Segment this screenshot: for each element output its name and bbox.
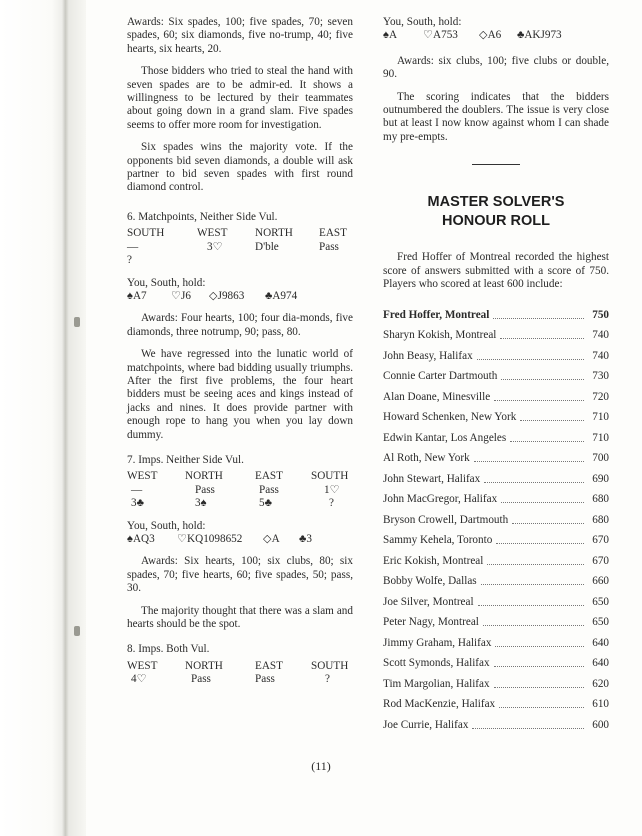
player-name: John MacGregor, Halifax <box>383 493 498 506</box>
honour-roll-entry <box>383 527 609 548</box>
dot-leader <box>496 543 584 544</box>
problem-6-heading: 6. Matchpoints, Neither Side Vul. <box>127 210 278 223</box>
honour-roll-entry <box>383 363 609 384</box>
bidding-row <box>127 497 353 510</box>
player-score: 650 <box>592 595 609 608</box>
player-name: John Stewart, Halifax <box>383 472 481 485</box>
club-holding: ♣AKJ973 <box>517 29 562 42</box>
dot-leader <box>481 584 584 585</box>
player-name: Bryson Crowell, Dartmouth <box>383 513 509 526</box>
honour-roll-entry <box>383 506 609 527</box>
dot-leader <box>477 359 584 360</box>
bid-cell: NORTH <box>185 470 223 483</box>
honour-roll-entry <box>383 383 609 404</box>
player-score: 680 <box>592 493 609 506</box>
diamond-holding: ◇A <box>263 533 280 545</box>
dot-leader <box>495 646 584 647</box>
honour-roll-entry <box>383 588 609 609</box>
paragraph: Six spades wins the majority vote. If the opponents bid seven diamonds, a double will ask partner to bid seven spades with first round diamond control. <box>127 141 353 194</box>
honour-roll-entry <box>383 629 609 650</box>
player-name: Connie Carter Dartmouth <box>383 370 498 383</box>
dot-leader <box>474 461 584 462</box>
player-name: Eric Kokish, Montreal <box>383 554 484 567</box>
bid-cell: D'ble <box>255 240 279 253</box>
bid-cell: WEST <box>197 227 228 240</box>
player-score: 640 <box>592 636 609 649</box>
player-score: 600 <box>592 718 609 731</box>
awards-text: Awards: Four hearts, 100; four dia-monds, five diamonds, three notrump, 90; pass, 80. <box>127 312 353 338</box>
dot-leader <box>501 502 584 503</box>
heart-holding: ♡A753 <box>423 29 458 42</box>
page-number: (11) <box>311 759 331 773</box>
bid-cell: 3♠ <box>195 497 207 510</box>
bidding-header <box>127 470 353 483</box>
player-score: 620 <box>592 677 609 690</box>
player-score: 740 <box>592 349 609 362</box>
honour-roll-entry <box>383 568 609 589</box>
dot-leader <box>487 564 584 565</box>
honour-roll-entry <box>383 404 609 425</box>
hand <box>127 290 353 303</box>
staple <box>74 317 80 327</box>
bid-cell: ? <box>127 254 132 267</box>
player-score: 710 <box>592 431 609 444</box>
honour-roll-entry <box>383 670 609 691</box>
bidding-row <box>127 484 353 497</box>
dot-leader <box>510 441 584 442</box>
dot-leader <box>484 482 584 483</box>
diamond-holding: ◇J9863 <box>209 289 245 302</box>
player-name: John Beasy, Halifax <box>383 349 473 362</box>
bidding-row <box>127 241 353 254</box>
honour-roll-entry <box>383 691 609 712</box>
hold-label: You, South, hold: <box>127 276 206 289</box>
bid-cell: 4♡ <box>131 673 147 686</box>
bid-cell: ? <box>329 497 334 510</box>
player-score: 750 <box>592 308 609 321</box>
player-score: 650 <box>592 616 609 629</box>
bidding-row <box>127 254 353 267</box>
honour-roll-entry <box>383 650 609 671</box>
bid-cell: — <box>127 240 139 253</box>
staple <box>74 626 80 636</box>
club-holding: ♣3 <box>299 533 312 545</box>
commentary: The majority thought that there was a slam and hearts should be the spot. <box>127 604 353 631</box>
hold-label: You, South, hold: <box>383 16 462 28</box>
bidding-header <box>127 227 353 240</box>
bid-cell: WEST <box>127 659 158 672</box>
bid-cell: NORTH <box>255 227 293 240</box>
dot-leader <box>483 625 584 626</box>
honour-roll-entry <box>383 424 609 445</box>
intro-paragraph: Fred Hoffer of Montreal recorded the highest score of answers submitted with a score of 750. Players who scored at least 600 include: <box>383 251 609 291</box>
awards-text: Awards: six clubs, 100; five clubs or double, 90. <box>383 54 609 81</box>
spade-holding: ♠A <box>383 29 398 42</box>
player-name: Joe Currie, Halifax <box>383 718 469 731</box>
player-score: 610 <box>592 698 609 711</box>
dot-leader <box>478 605 584 606</box>
right-column <box>383 16 609 732</box>
bid-cell: Pass <box>195 483 215 496</box>
section-divider <box>472 164 520 165</box>
player-name: Howard Schenken, New York <box>383 411 517 424</box>
title-line: MASTER SOLVER'S <box>427 194 565 211</box>
bid-cell: SOUTH <box>311 470 349 483</box>
player-name: Sammy Kehela, Toronto <box>383 534 493 547</box>
player-score: 730 <box>592 370 609 383</box>
player-score: 680 <box>592 513 609 526</box>
player-name: Rod MacKenzie, Halifax <box>383 698 496 711</box>
player-name: Alan Doane, Minesville <box>383 390 491 403</box>
title-line: HONOUR ROLL <box>442 213 550 230</box>
player-name: Fred Hoffer, Montreal <box>383 308 490 321</box>
player-name: Bobby Wolfe, Dallas <box>383 575 477 588</box>
club-holding: ♣A974 <box>265 289 298 302</box>
hold-label: You, South, hold: <box>127 519 206 532</box>
player-name: Sharyn Kokish, Montreal <box>383 329 497 342</box>
dot-leader <box>494 666 584 667</box>
bid-cell: 3♡ <box>207 240 223 253</box>
honour-roll-entry <box>383 711 609 732</box>
spade-holding: ♠AQ3 <box>127 533 155 545</box>
bid-cell: WEST <box>127 470 158 483</box>
player-name: Tim Margolian, Halifax <box>383 677 490 690</box>
honour-roll-entry <box>383 486 609 507</box>
hand <box>127 533 353 546</box>
player-name: Scott Symonds, Halifax <box>383 657 490 670</box>
honour-roll-entry <box>383 322 609 343</box>
dot-leader <box>512 523 584 524</box>
honour-roll-entry <box>383 465 609 486</box>
heart-holding: ♡KQ1098652 <box>177 533 243 545</box>
bidding-header <box>127 660 353 673</box>
player-score: 660 <box>592 575 609 588</box>
dot-leader <box>499 707 584 708</box>
player-score: 690 <box>592 472 609 485</box>
bid-cell: Pass <box>319 240 339 253</box>
player-name: Jimmy Graham, Halifax <box>383 636 492 649</box>
commentary: The scoring indicates that the bidders outnumbered the doublers. The issue is very close but at least I now know against whom I can shade my pre-empts. <box>383 90 609 143</box>
commentary: We have regressed into the lunatic world of matchpoints, where bad bidding usually triumphs. After the first five problems, the four heart bidders must be seeing aces and kings instead of jacks and nines. It does provide partner with enough rope to hang you when you lay down dummy. <box>127 348 353 441</box>
section-title <box>383 193 609 231</box>
player-name: Edwin Kantar, Los Angeles <box>383 431 507 444</box>
honour-roll-list <box>383 301 609 732</box>
diamond-holding: ◇A6 <box>479 29 502 42</box>
hand <box>383 29 609 42</box>
honour-roll-entry <box>383 342 609 363</box>
player-score: 710 <box>592 411 609 424</box>
dot-leader <box>494 687 584 688</box>
bid-cell: EAST <box>255 659 283 672</box>
bid-cell: — <box>131 483 143 496</box>
dot-leader <box>493 318 584 319</box>
player-score: 740 <box>592 329 609 342</box>
bid-cell: 5♣ <box>259 497 272 510</box>
bid-cell: Pass <box>191 673 211 686</box>
paragraph: Awards: Six spades, 100; five spades, 70; seven spades, 60; six diamonds, five no-trump, 40; five hearts, six hearts, 20. <box>127 16 353 55</box>
bid-cell: Pass <box>259 483 279 496</box>
bid-cell: SOUTH <box>127 227 165 240</box>
honour-roll-entry <box>383 445 609 466</box>
awards-text: Awards: Six hearts, 100; six clubs, 80; six spades, 70; five hearts, 60; five spades, 50; pass, 30. <box>127 555 353 595</box>
paragraph: Those bidders who tried to steal the hand with seven spades are to be admir-ed. It shows a willingness to be lectured by their teammates about going down in a grand slam. Five spades seems to offer more room for investigation. <box>127 65 353 131</box>
problem-7-heading: 7. Imps. Neither Side Vul. <box>127 453 244 466</box>
bid-cell: EAST <box>255 470 283 483</box>
player-name: Peter Nagy, Montreal <box>383 616 479 629</box>
dot-leader <box>494 400 584 401</box>
dot-leader <box>520 420 584 421</box>
bid-cell: EAST <box>319 227 347 240</box>
problem-8-heading: 8. Imps. Both Vul. <box>127 643 210 656</box>
player-score: 670 <box>592 534 609 547</box>
player-score: 720 <box>592 390 609 403</box>
player-score: 640 <box>592 657 609 670</box>
left-column <box>127 16 353 687</box>
player-name: Al Roth, New York <box>383 452 470 465</box>
bid-cell: ? <box>325 673 330 686</box>
dot-leader <box>500 338 584 339</box>
honour-roll-entry <box>383 609 609 630</box>
bid-cell: 3♣ <box>131 497 144 510</box>
bid-cell: SOUTH <box>311 659 349 672</box>
spade-holding: ♠A7 <box>127 289 147 302</box>
honour-roll-entry <box>383 301 609 322</box>
player-score: 670 <box>592 554 609 567</box>
dot-leader <box>501 379 584 380</box>
bid-cell: 1♡ <box>324 483 340 496</box>
bid-cell: NORTH <box>185 659 223 672</box>
bid-cell: Pass <box>255 673 275 686</box>
page-binding-edge <box>0 0 86 836</box>
player-name: Joe Silver, Montreal <box>383 595 474 608</box>
honour-roll-entry <box>383 547 609 568</box>
dot-leader <box>472 728 584 729</box>
heart-holding: ♡J6 <box>171 289 191 302</box>
player-score: 700 <box>592 452 609 465</box>
bidding-row <box>127 673 353 686</box>
